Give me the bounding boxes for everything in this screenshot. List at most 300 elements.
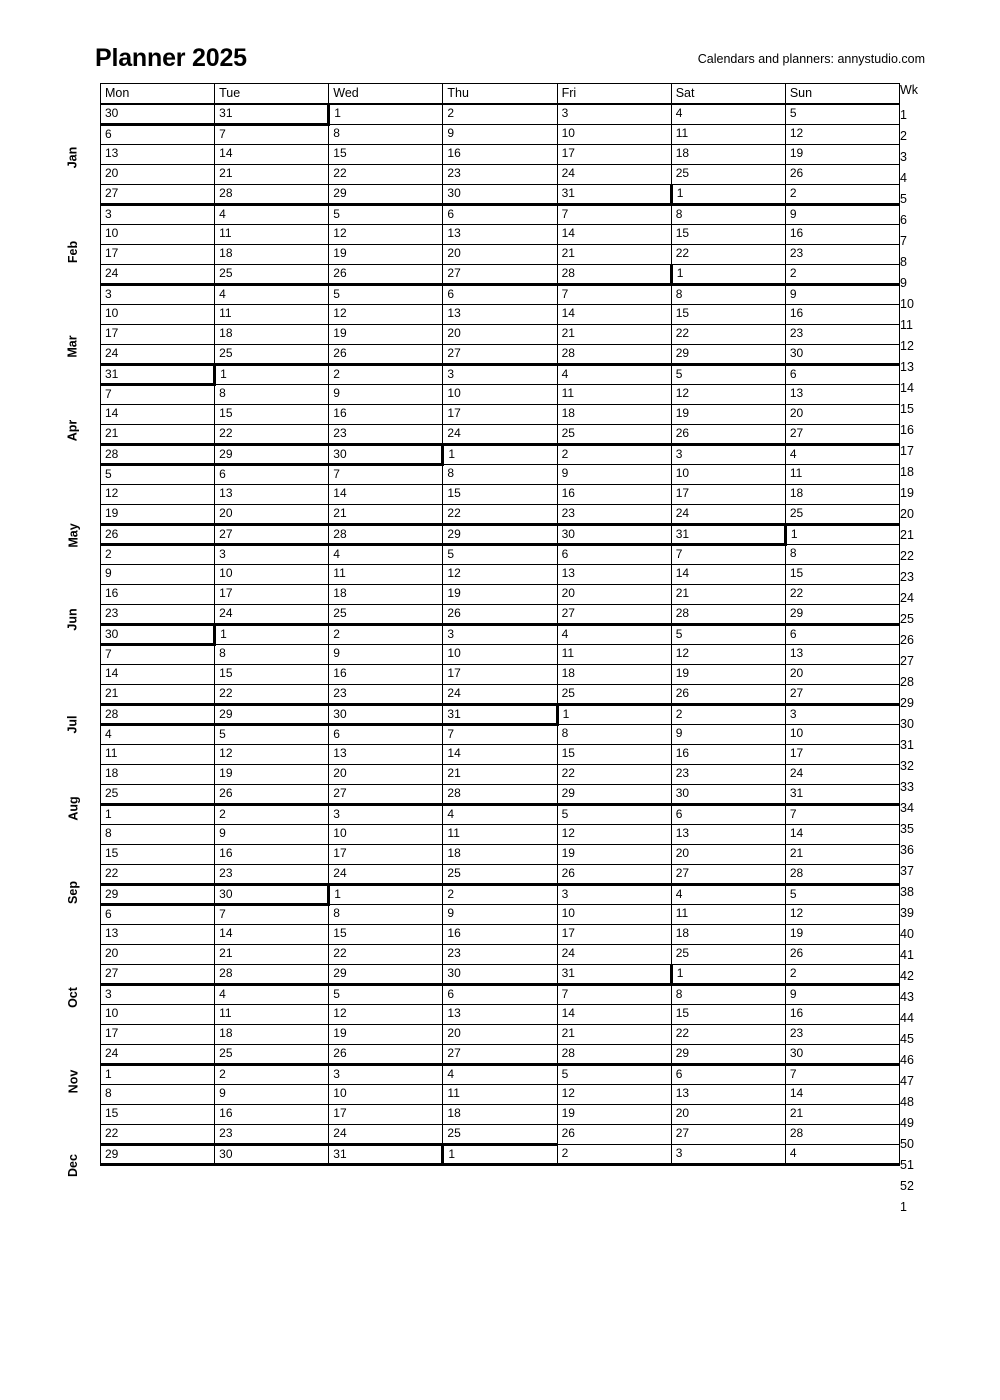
day-cell[interactable]: 30	[101, 624, 215, 644]
day-cell[interactable]: 26	[557, 1124, 671, 1144]
day-cell[interactable]: 4	[557, 364, 671, 384]
day-cell[interactable]: 24	[443, 684, 557, 704]
day-cell[interactable]: 2	[443, 884, 557, 904]
day-cell[interactable]: 25	[215, 1044, 329, 1064]
day-cell[interactable]: 20	[785, 664, 899, 684]
day-cell[interactable]: 3	[101, 284, 215, 304]
day-cell[interactable]: 25	[215, 264, 329, 284]
day-cell[interactable]: 9	[215, 824, 329, 844]
day-cell[interactable]: 13	[557, 564, 671, 584]
day-cell[interactable]: 8	[671, 284, 785, 304]
day-cell[interactable]: 17	[557, 144, 671, 164]
day-cell[interactable]: 26	[329, 1044, 443, 1064]
day-cell[interactable]: 2	[785, 964, 899, 984]
day-cell[interactable]: 8	[671, 984, 785, 1004]
day-cell[interactable]: 15	[785, 564, 899, 584]
day-cell[interactable]: 30	[443, 964, 557, 984]
day-cell[interactable]: 29	[329, 964, 443, 984]
day-cell[interactable]: 22	[215, 424, 329, 444]
day-cell[interactable]: 18	[443, 844, 557, 864]
day-cell[interactable]: 20	[101, 944, 215, 964]
day-cell[interactable]: 30	[329, 704, 443, 724]
day-cell[interactable]: 14	[557, 304, 671, 324]
day-cell[interactable]: 7	[557, 284, 671, 304]
day-cell[interactable]: 19	[785, 144, 899, 164]
day-cell[interactable]: 15	[557, 744, 671, 764]
day-cell[interactable]: 9	[329, 644, 443, 664]
day-cell[interactable]: 28	[101, 704, 215, 724]
day-cell[interactable]: 31	[215, 104, 329, 124]
day-cell[interactable]: 20	[101, 164, 215, 184]
day-cell[interactable]: 5	[329, 204, 443, 224]
day-cell[interactable]: 16	[329, 664, 443, 684]
day-cell[interactable]: 22	[785, 584, 899, 604]
day-cell[interactable]: 26	[671, 424, 785, 444]
day-cell[interactable]: 6	[671, 804, 785, 824]
day-cell[interactable]: 31	[557, 964, 671, 984]
day-cell[interactable]: 27	[101, 964, 215, 984]
day-cell[interactable]: 19	[329, 1024, 443, 1044]
day-cell[interactable]: 5	[329, 984, 443, 1004]
day-cell[interactable]: 1	[101, 1064, 215, 1084]
day-cell[interactable]: 24	[101, 344, 215, 364]
day-cell[interactable]: 24	[557, 164, 671, 184]
day-cell[interactable]: 10	[101, 304, 215, 324]
day-cell[interactable]: 15	[329, 144, 443, 164]
day-cell[interactable]: 27	[785, 424, 899, 444]
day-cell[interactable]: 2	[785, 264, 899, 284]
day-cell[interactable]: 10	[671, 464, 785, 484]
day-cell[interactable]: 31	[329, 1144, 443, 1164]
day-cell[interactable]: 29	[671, 344, 785, 364]
day-cell[interactable]: 23	[215, 864, 329, 884]
day-cell[interactable]: 27	[671, 1124, 785, 1144]
day-cell[interactable]: 4	[443, 804, 557, 824]
day-cell[interactable]: 7	[215, 904, 329, 924]
day-cell[interactable]: 7	[671, 544, 785, 564]
day-cell[interactable]: 18	[215, 244, 329, 264]
day-cell[interactable]: 5	[671, 364, 785, 384]
day-cell[interactable]: 27	[215, 524, 329, 544]
day-cell[interactable]: 2	[557, 444, 671, 464]
day-cell[interactable]: 6	[785, 624, 899, 644]
day-cell[interactable]: 12	[329, 224, 443, 244]
day-cell[interactable]: 30	[215, 884, 329, 904]
day-cell[interactable]: 30	[557, 524, 671, 544]
day-cell[interactable]: 8	[557, 724, 671, 744]
day-cell[interactable]: 28	[785, 1124, 899, 1144]
day-cell[interactable]: 11	[215, 1004, 329, 1024]
day-cell[interactable]: 21	[557, 1024, 671, 1044]
day-cell[interactable]: 11	[557, 384, 671, 404]
day-cell[interactable]: 28	[785, 864, 899, 884]
day-cell[interactable]: 6	[785, 364, 899, 384]
day-cell[interactable]: 11	[101, 744, 215, 764]
day-cell[interactable]: 28	[215, 964, 329, 984]
day-cell[interactable]: 11	[557, 644, 671, 664]
day-cell[interactable]: 25	[101, 784, 215, 804]
day-cell[interactable]: 28	[557, 1044, 671, 1064]
day-cell[interactable]: 13	[215, 484, 329, 504]
day-cell[interactable]: 1	[215, 624, 329, 644]
day-cell[interactable]: 30	[671, 784, 785, 804]
day-cell[interactable]: 5	[443, 544, 557, 564]
day-cell[interactable]: 5	[785, 884, 899, 904]
day-cell[interactable]: 1	[671, 964, 785, 984]
day-cell[interactable]: 27	[443, 344, 557, 364]
day-cell[interactable]: 1	[443, 444, 557, 464]
day-cell[interactable]: 4	[557, 624, 671, 644]
day-cell[interactable]: 2	[101, 544, 215, 564]
day-cell[interactable]: 2	[443, 104, 557, 124]
day-cell[interactable]: 1	[785, 524, 899, 544]
day-cell[interactable]: 28	[443, 784, 557, 804]
day-cell[interactable]: 10	[785, 724, 899, 744]
day-cell[interactable]: 17	[557, 924, 671, 944]
day-cell[interactable]: 24	[329, 1124, 443, 1144]
day-cell[interactable]: 13	[785, 384, 899, 404]
day-cell[interactable]: 6	[671, 1064, 785, 1084]
day-cell[interactable]: 14	[215, 144, 329, 164]
day-cell[interactable]: 24	[101, 1044, 215, 1064]
day-cell[interactable]: 25	[671, 164, 785, 184]
day-cell[interactable]: 22	[671, 1024, 785, 1044]
day-cell[interactable]: 5	[557, 1064, 671, 1084]
day-cell[interactable]: 6	[329, 724, 443, 744]
day-cell[interactable]: 21	[101, 424, 215, 444]
day-cell[interactable]: 4	[671, 104, 785, 124]
day-cell[interactable]: 3	[329, 1064, 443, 1084]
day-cell[interactable]: 16	[215, 844, 329, 864]
day-cell[interactable]: 29	[101, 884, 215, 904]
day-cell[interactable]: 20	[329, 764, 443, 784]
day-cell[interactable]: 12	[785, 124, 899, 144]
day-cell[interactable]: 29	[443, 524, 557, 544]
day-cell[interactable]: 20	[785, 404, 899, 424]
day-cell[interactable]: 16	[785, 224, 899, 244]
day-cell[interactable]: 31	[101, 364, 215, 384]
day-cell[interactable]: 27	[443, 1044, 557, 1064]
day-cell[interactable]: 9	[101, 564, 215, 584]
day-cell[interactable]: 13	[785, 644, 899, 664]
day-cell[interactable]: 1	[671, 184, 785, 204]
day-cell[interactable]: 25	[443, 1124, 557, 1144]
day-cell[interactable]: 22	[557, 764, 671, 784]
day-cell[interactable]: 11	[215, 224, 329, 244]
day-cell[interactable]: 13	[443, 304, 557, 324]
day-cell[interactable]: 22	[671, 324, 785, 344]
day-cell[interactable]: 4	[101, 724, 215, 744]
day-cell[interactable]: 22	[215, 684, 329, 704]
day-cell[interactable]: 18	[785, 484, 899, 504]
day-cell[interactable]: 13	[671, 824, 785, 844]
day-cell[interactable]: 2	[557, 1144, 671, 1164]
day-cell[interactable]: 23	[785, 324, 899, 344]
day-cell[interactable]: 24	[671, 504, 785, 524]
day-cell[interactable]: 23	[785, 1024, 899, 1044]
day-cell[interactable]: 3	[329, 804, 443, 824]
day-cell[interactable]: 24	[557, 944, 671, 964]
day-cell[interactable]: 14	[329, 484, 443, 504]
day-cell[interactable]: 9	[557, 464, 671, 484]
day-cell[interactable]: 11	[215, 304, 329, 324]
day-cell[interactable]: 23	[329, 424, 443, 444]
day-cell[interactable]: 3	[101, 204, 215, 224]
day-cell[interactable]: 17	[671, 484, 785, 504]
day-cell[interactable]: 12	[671, 644, 785, 664]
day-cell[interactable]: 5	[557, 804, 671, 824]
day-cell[interactable]: 12	[329, 304, 443, 324]
day-cell[interactable]: 25	[557, 424, 671, 444]
day-cell[interactable]: 14	[671, 564, 785, 584]
day-cell[interactable]: 22	[101, 1124, 215, 1144]
day-cell[interactable]: 13	[101, 924, 215, 944]
day-cell[interactable]: 12	[329, 1004, 443, 1024]
day-cell[interactable]: 25	[671, 944, 785, 964]
day-cell[interactable]: 13	[671, 1084, 785, 1104]
day-cell[interactable]: 11	[329, 564, 443, 584]
day-cell[interactable]: 29	[101, 1144, 215, 1164]
day-cell[interactable]: 18	[671, 924, 785, 944]
day-cell[interactable]: 29	[785, 604, 899, 624]
day-cell[interactable]: 27	[671, 864, 785, 884]
day-cell[interactable]: 12	[557, 1084, 671, 1104]
day-cell[interactable]: 9	[215, 1084, 329, 1104]
day-cell[interactable]: 3	[785, 704, 899, 724]
day-cell[interactable]: 18	[557, 404, 671, 424]
day-cell[interactable]: 15	[215, 404, 329, 424]
day-cell[interactable]: 25	[215, 344, 329, 364]
day-cell[interactable]: 28	[557, 264, 671, 284]
day-cell[interactable]: 1	[329, 104, 443, 124]
day-cell[interactable]: 2	[215, 804, 329, 824]
day-cell[interactable]: 21	[671, 584, 785, 604]
day-cell[interactable]: 29	[557, 784, 671, 804]
day-cell[interactable]: 13	[443, 224, 557, 244]
day-cell[interactable]: 26	[101, 524, 215, 544]
day-cell[interactable]: 7	[101, 644, 215, 664]
day-cell[interactable]: 7	[785, 804, 899, 824]
day-cell[interactable]: 17	[443, 404, 557, 424]
day-cell[interactable]: 7	[329, 464, 443, 484]
day-cell[interactable]: 5	[785, 104, 899, 124]
day-cell[interactable]: 27	[101, 184, 215, 204]
day-cell[interactable]: 5	[101, 464, 215, 484]
day-cell[interactable]: 24	[329, 864, 443, 884]
day-cell[interactable]: 15	[671, 1004, 785, 1024]
day-cell[interactable]: 21	[557, 244, 671, 264]
day-cell[interactable]: 23	[443, 164, 557, 184]
day-cell[interactable]: 16	[671, 744, 785, 764]
day-cell[interactable]: 18	[101, 764, 215, 784]
day-cell[interactable]: 9	[785, 984, 899, 1004]
day-cell[interactable]: 14	[785, 1084, 899, 1104]
day-cell[interactable]: 9	[443, 124, 557, 144]
day-cell[interactable]: 14	[785, 824, 899, 844]
day-cell[interactable]: 17	[785, 744, 899, 764]
day-cell[interactable]: 15	[101, 844, 215, 864]
day-cell[interactable]: 16	[785, 1004, 899, 1024]
day-cell[interactable]: 21	[443, 764, 557, 784]
day-cell[interactable]: 26	[215, 784, 329, 804]
day-cell[interactable]: 29	[215, 444, 329, 464]
day-cell[interactable]: 2	[329, 364, 443, 384]
day-cell[interactable]: 2	[785, 184, 899, 204]
day-cell[interactable]: 8	[329, 124, 443, 144]
day-cell[interactable]: 22	[443, 504, 557, 524]
day-cell[interactable]: 3	[215, 544, 329, 564]
day-cell[interactable]: 29	[671, 1044, 785, 1064]
day-cell[interactable]: 16	[785, 304, 899, 324]
day-cell[interactable]: 9	[785, 204, 899, 224]
day-cell[interactable]: 10	[443, 384, 557, 404]
day-cell[interactable]: 20	[557, 584, 671, 604]
day-cell[interactable]: 21	[329, 504, 443, 524]
day-cell[interactable]: 9	[785, 284, 899, 304]
day-cell[interactable]: 26	[329, 264, 443, 284]
day-cell[interactable]: 21	[785, 844, 899, 864]
day-cell[interactable]: 14	[215, 924, 329, 944]
day-cell[interactable]: 24	[785, 764, 899, 784]
day-cell[interactable]: 30	[329, 444, 443, 464]
day-cell[interactable]: 19	[671, 664, 785, 684]
day-cell[interactable]: 12	[557, 824, 671, 844]
day-cell[interactable]: 8	[671, 204, 785, 224]
day-cell[interactable]: 17	[101, 244, 215, 264]
day-cell[interactable]: 16	[443, 924, 557, 944]
day-cell[interactable]: 20	[671, 844, 785, 864]
day-cell[interactable]: 11	[671, 904, 785, 924]
day-cell[interactable]: 17	[101, 324, 215, 344]
day-cell[interactable]: 10	[557, 124, 671, 144]
day-cell[interactable]: 6	[443, 204, 557, 224]
day-cell[interactable]: 20	[215, 504, 329, 524]
day-cell[interactable]: 19	[785, 924, 899, 944]
day-cell[interactable]: 25	[785, 504, 899, 524]
day-cell[interactable]: 13	[101, 144, 215, 164]
day-cell[interactable]: 15	[215, 664, 329, 684]
day-cell[interactable]: 19	[101, 504, 215, 524]
day-cell[interactable]: 20	[443, 1024, 557, 1044]
day-cell[interactable]: 7	[101, 384, 215, 404]
day-cell[interactable]: 6	[443, 284, 557, 304]
day-cell[interactable]: 8	[101, 824, 215, 844]
day-cell[interactable]: 12	[101, 484, 215, 504]
day-cell[interactable]: 6	[101, 124, 215, 144]
day-cell[interactable]: 10	[329, 1084, 443, 1104]
day-cell[interactable]: 11	[443, 1084, 557, 1104]
day-cell[interactable]: 26	[785, 164, 899, 184]
day-cell[interactable]: 29	[329, 184, 443, 204]
day-cell[interactable]: 4	[443, 1064, 557, 1084]
day-cell[interactable]: 21	[557, 324, 671, 344]
day-cell[interactable]: 30	[101, 104, 215, 124]
day-cell[interactable]: 25	[557, 684, 671, 704]
day-cell[interactable]: 1	[671, 264, 785, 284]
day-cell[interactable]: 13	[443, 1004, 557, 1024]
day-cell[interactable]: 2	[329, 624, 443, 644]
day-cell[interactable]: 1	[557, 704, 671, 724]
day-cell[interactable]: 10	[443, 644, 557, 664]
day-cell[interactable]: 23	[785, 244, 899, 264]
day-cell[interactable]: 8	[443, 464, 557, 484]
day-cell[interactable]: 16	[443, 144, 557, 164]
day-cell[interactable]: 22	[329, 164, 443, 184]
day-cell[interactable]: 19	[329, 324, 443, 344]
day-cell[interactable]: 26	[557, 864, 671, 884]
day-cell[interactable]: 1	[101, 804, 215, 824]
day-cell[interactable]: 12	[785, 904, 899, 924]
day-cell[interactable]: 30	[785, 344, 899, 364]
day-cell[interactable]: 30	[785, 1044, 899, 1064]
day-cell[interactable]: 25	[329, 604, 443, 624]
day-cell[interactable]: 27	[329, 784, 443, 804]
day-cell[interactable]: 27	[785, 684, 899, 704]
day-cell[interactable]: 25	[443, 864, 557, 884]
day-cell[interactable]: 8	[101, 1084, 215, 1104]
day-cell[interactable]: 14	[443, 744, 557, 764]
day-cell[interactable]: 3	[671, 444, 785, 464]
day-cell[interactable]: 3	[443, 364, 557, 384]
day-cell[interactable]: 14	[101, 664, 215, 684]
day-cell[interactable]: 17	[329, 1104, 443, 1124]
day-cell[interactable]: 7	[557, 984, 671, 1004]
day-cell[interactable]: 18	[671, 144, 785, 164]
day-cell[interactable]: 27	[443, 264, 557, 284]
day-cell[interactable]: 2	[215, 1064, 329, 1084]
day-cell[interactable]: 28	[557, 344, 671, 364]
day-cell[interactable]: 5	[671, 624, 785, 644]
day-cell[interactable]: 18	[557, 664, 671, 684]
day-cell[interactable]: 4	[671, 884, 785, 904]
day-cell[interactable]: 21	[215, 944, 329, 964]
day-cell[interactable]: 16	[557, 484, 671, 504]
day-cell[interactable]: 6	[215, 464, 329, 484]
day-cell[interactable]: 30	[443, 184, 557, 204]
day-cell[interactable]: 9	[329, 384, 443, 404]
day-cell[interactable]: 10	[101, 224, 215, 244]
day-cell[interactable]: 31	[443, 704, 557, 724]
day-cell[interactable]: 4	[329, 544, 443, 564]
day-cell[interactable]: 1	[215, 364, 329, 384]
day-cell[interactable]: 23	[101, 604, 215, 624]
day-cell[interactable]: 3	[101, 984, 215, 1004]
day-cell[interactable]: 23	[443, 944, 557, 964]
day-cell[interactable]: 24	[443, 424, 557, 444]
day-cell[interactable]: 18	[329, 584, 443, 604]
day-cell[interactable]: 22	[101, 864, 215, 884]
day-cell[interactable]: 8	[785, 544, 899, 564]
day-cell[interactable]: 15	[671, 224, 785, 244]
day-cell[interactable]: 10	[101, 1004, 215, 1024]
day-cell[interactable]: 16	[101, 584, 215, 604]
day-cell[interactable]: 18	[215, 1024, 329, 1044]
day-cell[interactable]: 26	[671, 684, 785, 704]
day-cell[interactable]: 29	[215, 704, 329, 724]
day-cell[interactable]: 4	[785, 1144, 899, 1164]
day-cell[interactable]: 19	[557, 1104, 671, 1124]
day-cell[interactable]: 23	[557, 504, 671, 524]
day-cell[interactable]: 11	[785, 464, 899, 484]
day-cell[interactable]: 13	[329, 744, 443, 764]
day-cell[interactable]: 11	[443, 824, 557, 844]
day-cell[interactable]: 20	[443, 244, 557, 264]
day-cell[interactable]: 16	[215, 1104, 329, 1124]
day-cell[interactable]: 12	[443, 564, 557, 584]
day-cell[interactable]: 20	[671, 1104, 785, 1124]
day-cell[interactable]: 19	[557, 844, 671, 864]
day-cell[interactable]: 17	[329, 844, 443, 864]
